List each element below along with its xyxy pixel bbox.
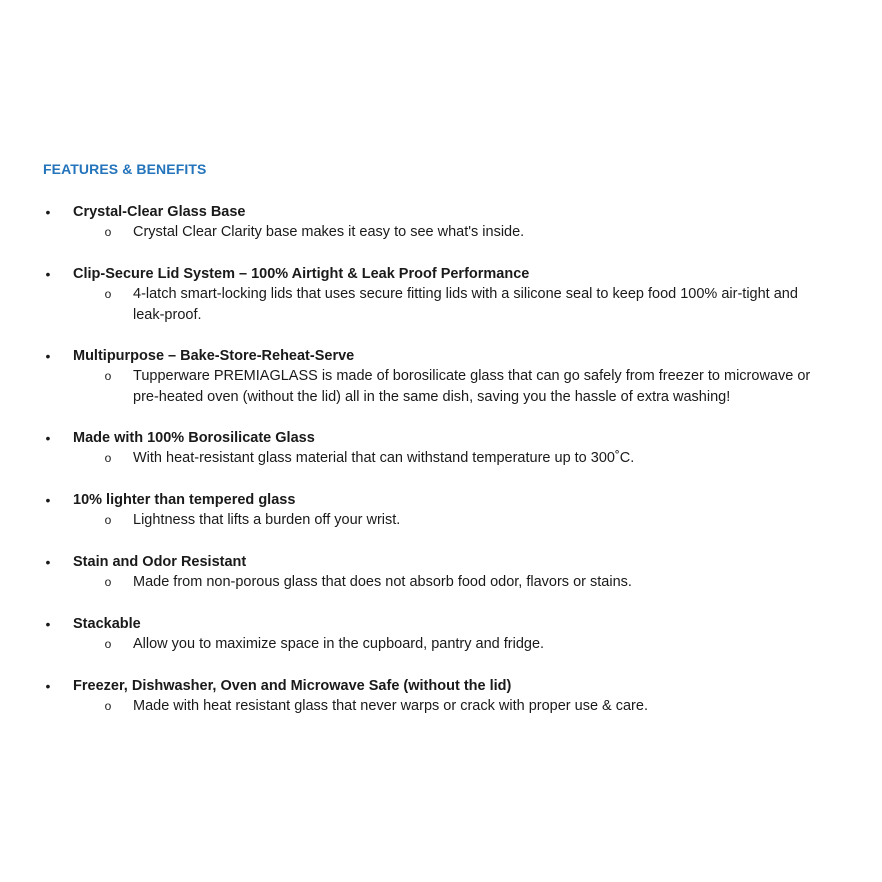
feature-description: 4-latch smart-locking lids that uses secure fitting lids with a silicone seal to keep food 100% air-tight and leak-proof. — [133, 286, 798, 323]
feature-title: Stain and Odor Resistant — [73, 554, 247, 570]
bullet-icon: • — [45, 430, 51, 446]
sub-bullet-icon: o — [104, 575, 112, 589]
feature-title: Stackable — [73, 616, 141, 632]
sub-bullet-icon: o — [104, 369, 112, 383]
bullet-icon: • — [45, 348, 51, 364]
bullet-icon: • — [45, 616, 51, 632]
feature-title: Clip-Secure Lid System – 100% Airtight & Leak Proof Performance — [73, 266, 530, 282]
feature-description: Lightness that lifts a burden off your wrist. — [133, 512, 401, 528]
feature-title: Multipurpose – Bake-Store-Reheat-Serve — [73, 348, 355, 364]
feature-description: Allow you to maximize space in the cupboard, pantry and fridge. — [133, 636, 545, 652]
feature-title: Made with 100% Borosilicate Glass — [73, 430, 315, 446]
bullet-icon: • — [45, 554, 51, 570]
feature-description: Tupperware PREMIAGLASS is made of borosilicate glass that can go safely from freezer to microwave or pre-heated oven (without the lid) all in the same dish, saving you the hassle of extra washing! — [133, 368, 811, 405]
bullet-icon: • — [45, 204, 51, 220]
bullet-icon: • — [45, 266, 51, 282]
sub-bullet-icon: o — [104, 513, 112, 527]
bullet-icon: • — [45, 492, 51, 508]
sub-bullet-icon: o — [104, 225, 112, 239]
sub-bullet-icon: o — [104, 699, 112, 713]
sub-bullet-icon: o — [104, 451, 112, 465]
feature-description: Made from non-porous glass that does not absorb food odor, flavors or stains. — [133, 574, 632, 590]
bullet-icon: • — [45, 678, 51, 694]
feature-title: Crystal-Clear Glass Base — [73, 204, 246, 220]
sub-bullet-icon: o — [104, 637, 112, 651]
section-heading: FEATURES & BENEFITS — [43, 161, 207, 177]
feature-description: Crystal Clear Clarity base makes it easy to see what's inside. — [133, 224, 525, 240]
feature-description: Made with heat resistant glass that never warps or crack with proper use & care. — [133, 698, 648, 714]
feature-title: 10% lighter than tempered glass — [73, 492, 296, 508]
feature-title: Freezer, Dishwasher, Oven and Microwave Safe (without the lid) — [73, 678, 512, 694]
sub-bullet-icon: o — [104, 287, 112, 301]
feature-description: With heat-resistant glass material that can withstand temperature up to 300˚C. — [133, 450, 635, 466]
